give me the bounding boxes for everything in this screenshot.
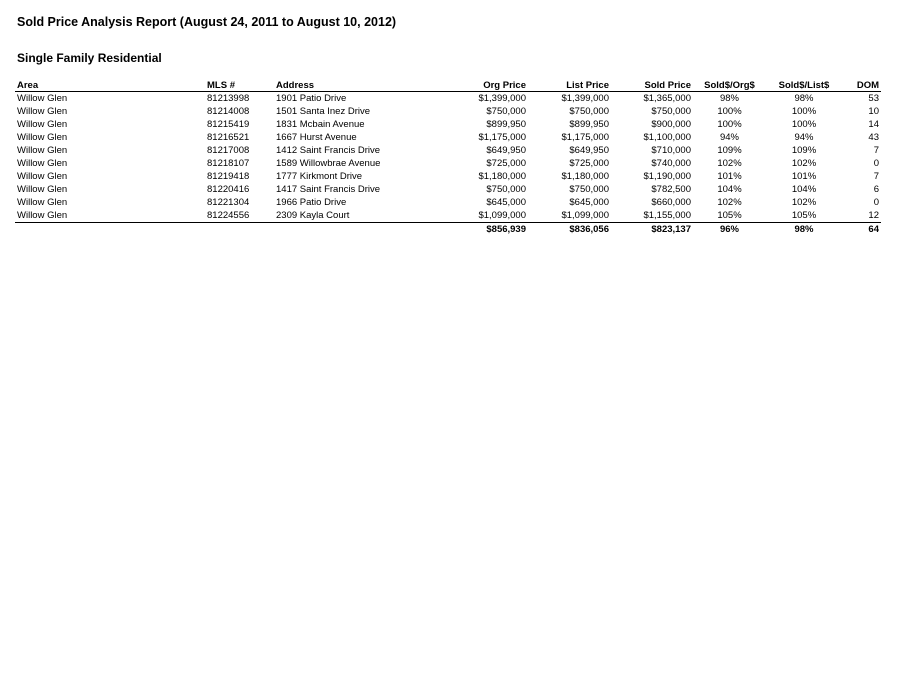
cell-list-price: $645,000 — [569, 197, 609, 208]
cell-mls: 81214008 — [207, 106, 250, 117]
cell-sold-list: 109% — [791, 145, 817, 156]
cell-mls: 81221304 — [207, 197, 250, 208]
cell-sold-org: 98% — [719, 93, 739, 104]
cell-org-price: $899,950 — [486, 119, 526, 130]
header-sold-list: Sold$/List$ — [766, 78, 842, 92]
cell-sold-price: $1,155,000 — [611, 209, 693, 223]
cell-org-price: $725,000 — [486, 158, 526, 169]
cell-sold-org: 94% — [719, 132, 739, 143]
cell-dom: 7 — [873, 145, 879, 156]
cell-sold-org: 101% — [717, 171, 742, 182]
cell-address: 1501 Santa Inez Drive — [276, 106, 371, 117]
cell-address: 1412 Saint Francis Drive — [276, 145, 381, 156]
cell-list-price: $1,180,000 — [561, 171, 609, 182]
cell-area: Willow Glen — [17, 132, 68, 143]
cell-address: 1589 Willowbrae Avenue — [276, 158, 381, 169]
cell-dom: 12 — [842, 209, 881, 223]
summary-row — [15, 223, 881, 237]
cell-org-price: $645,000 — [486, 197, 526, 208]
cell-list-price: $725,000 — [569, 158, 609, 169]
cell-list-price: $1,175,000 — [561, 132, 609, 143]
summary-dom: 64 — [868, 224, 879, 235]
table-row — [15, 209, 881, 223]
cell-mls: 81216521 — [207, 132, 250, 143]
cell-sold-price: $660,000 — [651, 197, 691, 208]
cell-list-price: $750,000 — [569, 106, 609, 117]
cell-sold-list: 104% — [791, 184, 817, 195]
header-address: Address — [274, 78, 450, 92]
report-title: Sold Price Analysis Report (August 24, 2011 to August 10, 2012) — [17, 15, 397, 29]
summary-sold-org: 96% — [719, 224, 739, 235]
header-area: Area — [15, 78, 205, 92]
cell-area: Willow Glen — [17, 119, 68, 130]
cell-dom: 7 — [873, 171, 879, 182]
cell-list-price: $649,950 — [569, 145, 609, 156]
table-row — [15, 157, 881, 170]
cell-mls: 81219418 — [207, 171, 250, 182]
cell-list-price: $899,950 — [569, 119, 609, 130]
cell-dom: 43 — [868, 132, 879, 143]
cell-sold-list: 102% — [791, 197, 817, 208]
cell-list-price: $750,000 — [569, 184, 609, 195]
header-mls: MLS # — [205, 78, 274, 92]
cell-sold-price: $740,000 — [651, 158, 691, 169]
cell-dom: 0 — [873, 197, 879, 208]
cell-mls: 81220416 — [207, 184, 250, 195]
cell-sold-list: 100% — [791, 106, 817, 117]
table-row — [15, 118, 881, 131]
cell-sold-price: $1,100,000 — [643, 132, 691, 143]
cell-list-price: $1,099,000 — [528, 209, 611, 223]
cell-mls: 81217008 — [207, 145, 250, 156]
cell-sold-org: 100% — [717, 119, 742, 130]
cell-sold-price: $750,000 — [651, 106, 691, 117]
summary-empty-cell — [15, 223, 205, 237]
cell-area: Willow Glen — [17, 93, 68, 104]
cell-address: 1966 Patio Drive — [276, 197, 347, 208]
cell-org-price: $649,950 — [486, 145, 526, 156]
cell-area: Willow Glen — [17, 184, 68, 195]
header-sold-price: Sold Price — [611, 78, 693, 92]
cell-sold-list: 102% — [791, 158, 817, 169]
cell-dom: 10 — [868, 106, 879, 117]
table-row — [15, 196, 881, 209]
cell-address: 2309 Kayla Court — [274, 209, 450, 223]
cell-area: Willow Glen — [17, 145, 68, 156]
header-dom: DOM — [842, 78, 881, 92]
table-row — [15, 92, 881, 106]
cell-sold-org: 105% — [693, 209, 766, 223]
summary-empty-cell — [205, 223, 274, 237]
cell-mls: 81218107 — [207, 158, 250, 169]
cell-org-price: $1,175,000 — [478, 132, 526, 143]
table-row — [15, 144, 881, 157]
header-org-price: Org Price — [450, 78, 528, 92]
cell-address: 1417 Saint Francis Drive — [276, 184, 381, 195]
cell-dom: 0 — [873, 158, 879, 169]
cell-sold-org: 109% — [717, 145, 742, 156]
cell-area: Willow Glen — [17, 171, 68, 182]
cell-sold-list: 100% — [791, 119, 817, 130]
header-sold-org: Sold$/Org$ — [693, 78, 766, 92]
cell-mls: 81213998 — [207, 93, 250, 104]
table-header-row — [15, 78, 881, 92]
cell-dom: 6 — [873, 184, 879, 195]
cell-area: Willow Glen — [17, 158, 68, 169]
section-title: Single Family Residential — [17, 51, 162, 65]
cell-sold-org: 100% — [717, 106, 742, 117]
summary-sold-list: 98% — [794, 224, 814, 235]
cell-area: Willow Glen — [15, 209, 205, 223]
cell-sold-list: 94% — [794, 132, 814, 143]
cell-sold-org: 104% — [717, 184, 742, 195]
cell-sold-price: $900,000 — [651, 119, 691, 130]
cell-address: 1831 Mcbain Avenue — [276, 119, 365, 130]
cell-sold-price: $1,190,000 — [643, 171, 691, 182]
cell-sold-org: 102% — [717, 158, 742, 169]
table-row — [15, 105, 881, 118]
cell-mls: 81224556 — [205, 209, 274, 223]
table-row — [15, 170, 881, 183]
cell-address: 1777 Kirkmont Drive — [276, 171, 363, 182]
cell-address: 1667 Hurst Avenue — [276, 132, 357, 143]
summary-org-price: $856,939 — [486, 224, 526, 235]
cell-org-price: $1,399,000 — [478, 93, 526, 104]
cell-sold-price: $1,365,000 — [643, 93, 691, 104]
cell-mls: 81215419 — [207, 119, 250, 130]
sold-price-table — [15, 78, 881, 236]
table-row — [15, 131, 881, 144]
cell-dom: 14 — [868, 119, 879, 130]
cell-area: Willow Glen — [17, 106, 68, 117]
cell-address: 1901 Patio Drive — [276, 93, 347, 104]
cell-area: Willow Glen — [17, 197, 68, 208]
summary-list-price: $836,056 — [569, 224, 609, 235]
cell-org-price: $750,000 — [486, 106, 526, 117]
cell-sold-list: 101% — [791, 171, 817, 182]
cell-org-price: $1,180,000 — [478, 171, 526, 182]
cell-org-price: $1,099,000 — [450, 209, 528, 223]
cell-sold-list: 105% — [766, 209, 842, 223]
cell-list-price: $1,399,000 — [561, 93, 609, 104]
cell-org-price: $750,000 — [486, 184, 526, 195]
cell-sold-list: 98% — [794, 93, 814, 104]
cell-sold-price: $710,000 — [651, 145, 691, 156]
table-row — [15, 183, 881, 196]
summary-empty-cell — [274, 223, 450, 237]
cell-dom: 53 — [868, 93, 879, 104]
header-list-price: List Price — [528, 78, 611, 92]
cell-sold-price: $782,500 — [651, 184, 691, 195]
summary-sold-price: $823,137 — [651, 224, 691, 235]
cell-sold-org: 102% — [717, 197, 742, 208]
